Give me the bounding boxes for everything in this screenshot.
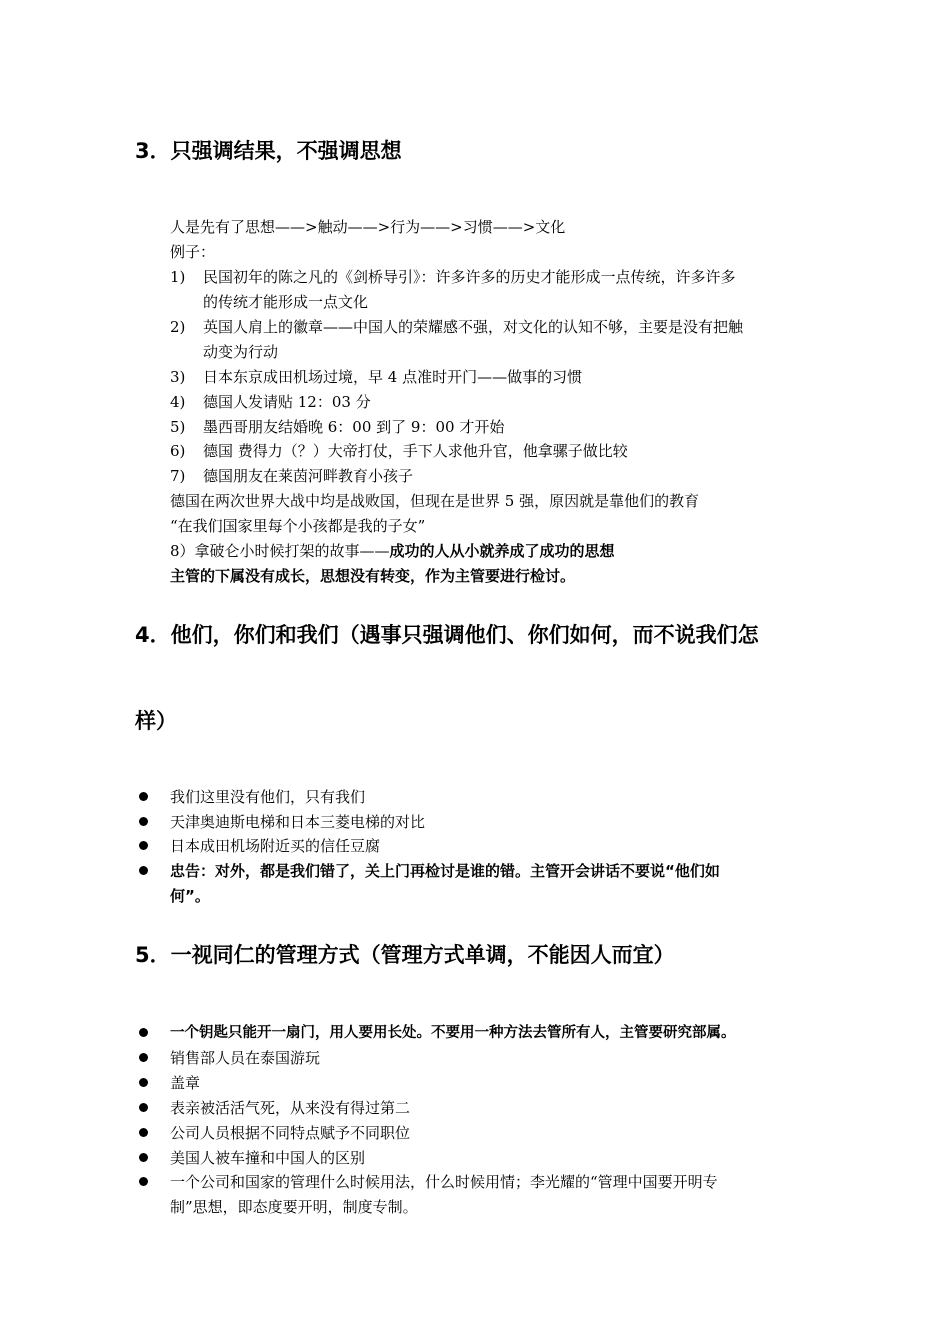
list-number: 3) (170, 368, 186, 386)
list-number: 6) (170, 442, 186, 460)
item-8-bold: 成功的人从小就养成了成功的思想 (389, 542, 615, 560)
section-5-heading: 5．一视同仁的管理方式（管理方式单调，不能因人而宜） (135, 943, 675, 967)
list-item: 销售部人员在泰国游玩 (170, 1049, 321, 1067)
advice-item: 忠告：对外，都是我们错了，关上门再检讨是谁的错。主管开会讲话不要说“他们如 (170, 862, 720, 880)
bullet-icon (139, 1177, 148, 1186)
list-item: 德国人发请贴 12：03 分 (203, 393, 371, 411)
key-point-item: 一个钥匙只能开一扇门，用人要用长处。不要用一种方法去管所有人，主管要研究部属。 (170, 1025, 736, 1041)
list-item: 墨西哥朋友结婚晚 6：00 到了 9：00 才开始 (203, 418, 505, 436)
bullet-icon (139, 841, 148, 850)
list-number: 2) (170, 318, 186, 336)
example-label: 例子： (170, 243, 216, 261)
list-item: 日本东京成田机场过境，早 4 点准时开门——做事的习惯 (203, 368, 583, 386)
section-3-conclusion: 主管的下属没有成长，思想没有转变，作为主管要进行检讨。 (170, 567, 576, 585)
list-number: 4) (170, 393, 186, 411)
list-item: 我们这里没有他们，只有我们 (170, 788, 366, 806)
bullet-icon (139, 1153, 148, 1162)
bullet-icon (139, 1103, 148, 1112)
list-item: 民国初年的陈之凡的《剑桥导引》：许多许多的历史才能形成一点传统，许多许多 (203, 268, 736, 286)
quote-text: “在我们国家里每个小孩都是我的子女” (170, 517, 426, 535)
bullet-icon (139, 792, 148, 801)
bullet-icon (139, 1028, 148, 1037)
section-3-intro: 人是先有了思想——>触动——>行为——>习惯——>文化 (170, 218, 566, 236)
list-item: 美国人被车撞和中国人的区别 (170, 1149, 366, 1167)
bullet-icon (139, 1078, 148, 1087)
list-item-continuation: 动变为行动 (203, 343, 279, 361)
list-item: 德国朋友在莱茵河畔教育小孩子 (203, 467, 414, 485)
section-4-heading: 4．他们，你们和我们（遇事只强调他们、你们如何，而不说我们怎 (135, 623, 759, 647)
list-item: 公司人员根据不同特点赋予不同职位 (170, 1124, 411, 1142)
item-8-prefix: 8）拿破仑小时候打架的故事—— (170, 542, 390, 560)
list-item-continuation: 的传统才能形成一点文化 (203, 293, 369, 311)
list-item: 表亲被活活气死，从来没有得过第二 (170, 1099, 411, 1117)
list-number: 5) (170, 418, 186, 436)
bullet-icon (139, 1128, 148, 1137)
list-number: 1) (170, 268, 186, 286)
bullet-icon (139, 866, 148, 875)
list-item-continuation: 制”思想，即态度要开明，制度专制。 (170, 1198, 418, 1216)
section-4-heading-continuation: 样） (135, 709, 177, 733)
section-3-heading: 3．只强调结果，不强调思想 (135, 139, 402, 163)
list-item: 德国 费得力（？）大帝打仗，手下人求他升官，他拿骡子做比较 (203, 442, 628, 460)
note-text: 德国在两次世界大战中均是战败国，但现在是世界 5 强，原因就是靠他们的教育 (170, 492, 700, 510)
list-number: 7) (170, 467, 186, 485)
list-item: 天津奥迪斯电梯和日本三菱电梯的对比 (170, 813, 426, 831)
bullet-icon (139, 1053, 148, 1062)
list-item: 英国人肩上的徽章——中国人的荣耀感不强，对文化的认知不够，主要是没有把触 (203, 318, 744, 336)
list-item: 日本成田机场附近买的信任豆腐 (170, 837, 381, 855)
item-8 (170, 541, 615, 561)
bullet-icon (139, 817, 148, 826)
advice-item-continuation: 何”。 (170, 887, 210, 905)
list-item: 盖章 (170, 1074, 201, 1092)
list-item: 一个公司和国家的管理什么时候用法，什么时候用情；李光耀的“管理中国要开明专 (170, 1173, 718, 1191)
